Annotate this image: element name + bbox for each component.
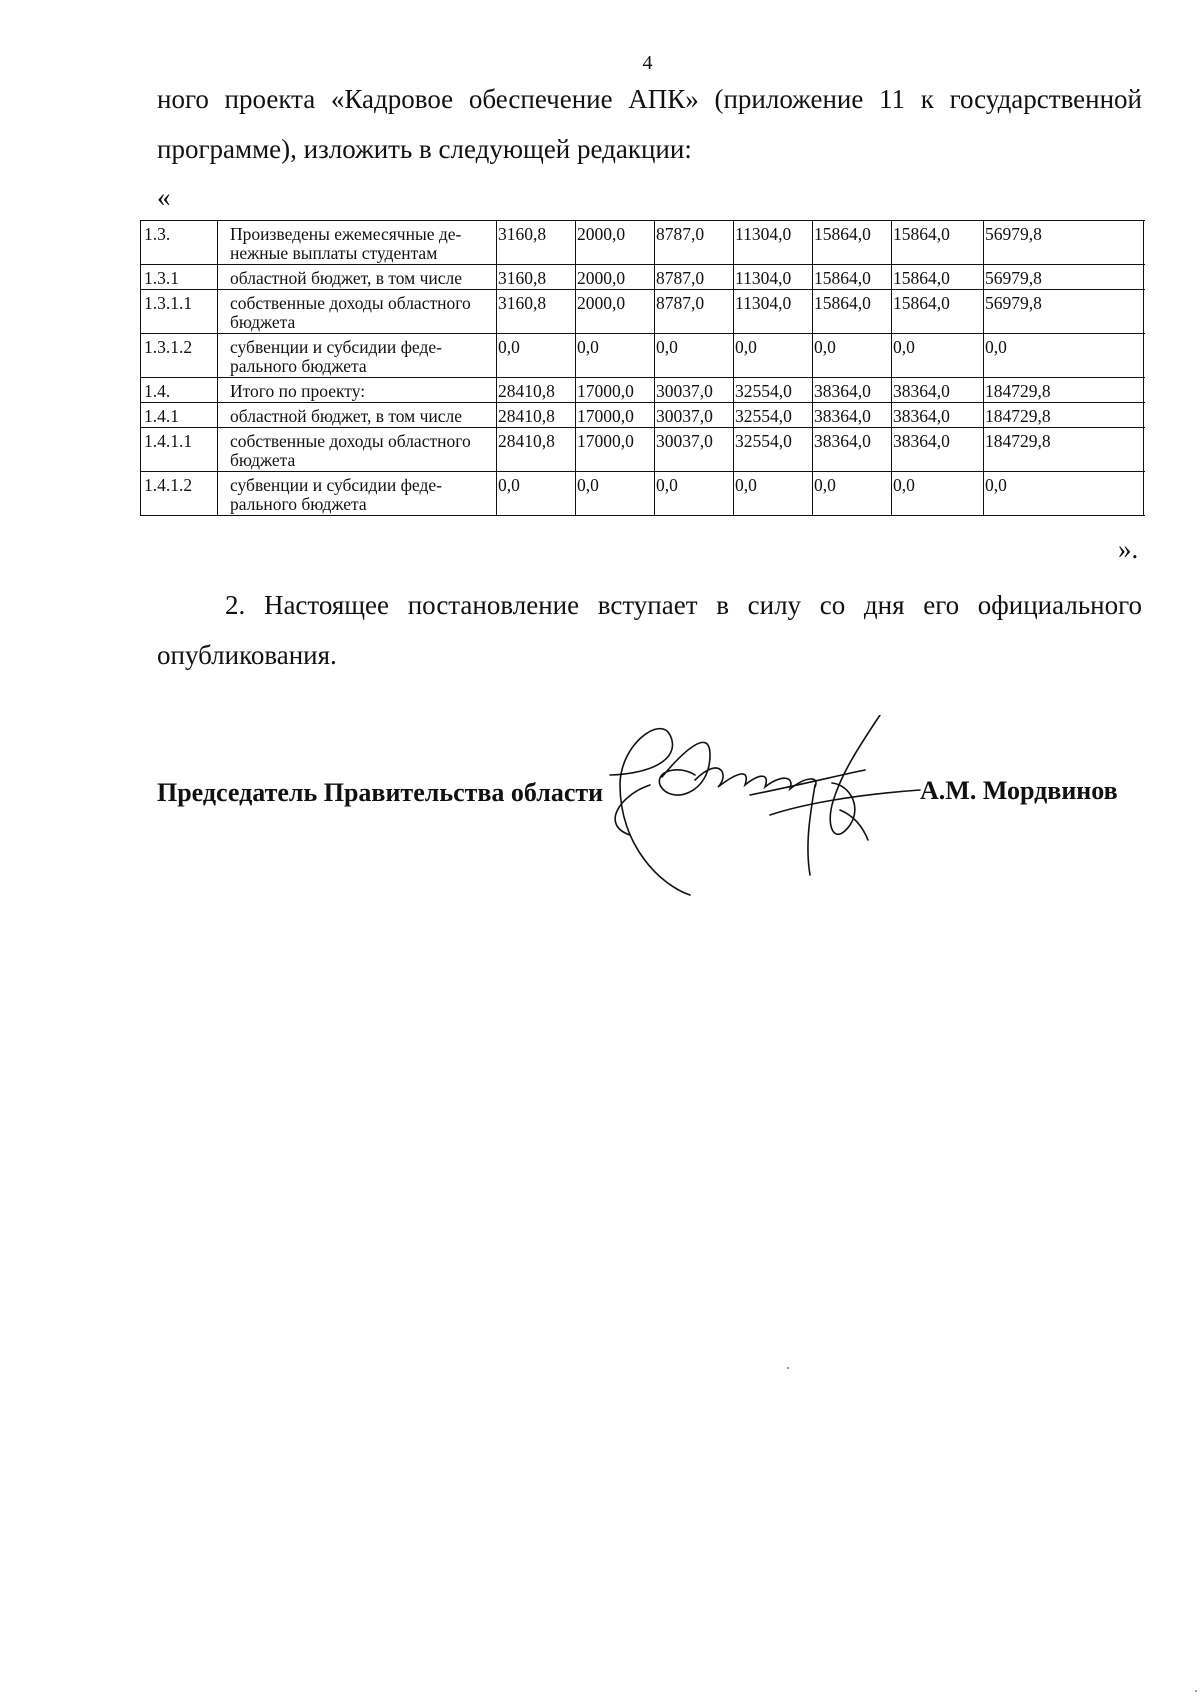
value-cell: 28410,8 <box>497 378 576 403</box>
value-cell: 17000,0 <box>576 403 655 428</box>
table-row <box>141 472 1144 516</box>
row-label-cell: собственные доходы областного бюджета <box>218 290 497 334</box>
value-cell: 15864,0 <box>892 265 984 290</box>
row-label-cell: собственные доходы областного бюджета <box>218 428 497 472</box>
value-cell: 15864,0 <box>813 290 892 334</box>
value-cell: 0,0 <box>813 334 892 378</box>
row-label-cell: Итого по проекту: <box>218 378 497 403</box>
value-cell: 8787,0 <box>655 265 734 290</box>
page-number: 4 <box>642 52 653 74</box>
value-cell: 3160,8 <box>497 221 576 265</box>
value-cell: 184729,8 <box>984 378 1144 403</box>
row-number-cell: 1.4.1.1 <box>141 428 218 472</box>
value-cell: 0,0 <box>734 472 813 516</box>
value-cell: 2000,0 <box>576 290 655 334</box>
row-label-cell: областной бюджет, в том числе <box>218 403 497 428</box>
effective-date-line-1: 2. Настоящее постановление вступает в силу со дня его официального <box>225 590 1142 620</box>
intro-line-1: ного проекта «Кадровое обеспечение АПК» (приложение 11 к государственной <box>157 84 1142 114</box>
value-cell: 0,0 <box>892 334 984 378</box>
value-cell: 3160,8 <box>497 265 576 290</box>
value-cell: 38364,0 <box>892 403 984 428</box>
value-cell: 0,0 <box>892 472 984 516</box>
effective-date-paragraph <box>157 580 1142 680</box>
budget-table-body <box>141 221 1144 516</box>
row-label-cell: областной бюджет, в том числе <box>218 265 497 290</box>
intro-paragraph <box>157 74 1142 174</box>
value-cell: 38364,0 <box>813 403 892 428</box>
value-cell: 28410,8 <box>497 428 576 472</box>
value-cell: 0,0 <box>576 472 655 516</box>
value-cell: 0,0 <box>734 334 813 378</box>
row-number-cell: 1.4.1 <box>141 403 218 428</box>
row-label-cell: Произведены ежемесячные де-нежные выплаты студентам <box>218 221 497 265</box>
value-cell: 8787,0 <box>655 290 734 334</box>
signatory-title: Председатель Правительства области <box>157 778 604 807</box>
closing-quote: ». <box>1118 534 1139 564</box>
value-cell: 15864,0 <box>813 265 892 290</box>
value-cell: 38364,0 <box>892 428 984 472</box>
value-cell: 184729,8 <box>984 428 1144 472</box>
value-cell: 8787,0 <box>655 221 734 265</box>
value-cell: 0,0 <box>984 472 1144 516</box>
scan-speck <box>787 1367 789 1369</box>
scan-speck <box>1195 1690 1197 1692</box>
row-number-cell: 1.3.1.2 <box>141 334 218 378</box>
intro-line-2: программе), изложить в следующей редакции: <box>157 134 692 164</box>
effective-date-line-2: опубликования. <box>157 640 337 670</box>
row-number-cell: 1.3. <box>141 221 218 265</box>
table-row <box>141 265 1144 290</box>
value-cell: 15864,0 <box>813 221 892 265</box>
table-row <box>141 378 1144 403</box>
value-cell: 30037,0 <box>655 378 734 403</box>
row-number-cell: 1.4. <box>141 378 218 403</box>
row-label-cell: субвенции и субсидии феде-рального бюджета <box>218 334 497 378</box>
table-row <box>141 428 1144 472</box>
value-cell: 56979,8 <box>984 221 1144 265</box>
value-cell: 0,0 <box>984 334 1144 378</box>
value-cell: 17000,0 <box>576 428 655 472</box>
value-cell: 2000,0 <box>576 221 655 265</box>
value-cell: 2000,0 <box>576 265 655 290</box>
value-cell: 38364,0 <box>813 378 892 403</box>
value-cell: 15864,0 <box>892 290 984 334</box>
row-label-cell: субвенции и субсидии феде-рального бюджета <box>218 472 497 516</box>
value-cell: 56979,8 <box>984 290 1144 334</box>
value-cell: 11304,0 <box>734 265 813 290</box>
value-cell: 15864,0 <box>892 221 984 265</box>
value-cell: 184729,8 <box>984 403 1144 428</box>
value-cell: 38364,0 <box>892 378 984 403</box>
row-number-cell: 1.3.1 <box>141 265 218 290</box>
value-cell: 32554,0 <box>734 428 813 472</box>
value-cell: 11304,0 <box>734 290 813 334</box>
signatory-name: А.М. Мордвинов <box>920 776 1118 805</box>
value-cell: 30037,0 <box>655 428 734 472</box>
value-cell: 0,0 <box>497 334 576 378</box>
table-row <box>141 403 1144 428</box>
row-number-cell: 1.3.1.1 <box>141 290 218 334</box>
value-cell: 0,0 <box>813 472 892 516</box>
value-cell: 0,0 <box>655 472 734 516</box>
handwritten-signature <box>600 715 960 915</box>
value-cell: 32554,0 <box>734 378 813 403</box>
value-cell: 28410,8 <box>497 403 576 428</box>
value-cell: 56979,8 <box>984 265 1144 290</box>
value-cell: 0,0 <box>655 334 734 378</box>
value-cell: 3160,8 <box>497 290 576 334</box>
opening-quote: « <box>157 182 171 212</box>
row-number-cell: 1.4.1.2 <box>141 472 218 516</box>
value-cell: 30037,0 <box>655 403 734 428</box>
value-cell: 38364,0 <box>813 428 892 472</box>
table-row <box>141 290 1144 334</box>
value-cell: 17000,0 <box>576 378 655 403</box>
value-cell: 0,0 <box>576 334 655 378</box>
table-row <box>141 221 1144 265</box>
budget-table <box>140 220 1144 516</box>
value-cell: 11304,0 <box>734 221 813 265</box>
value-cell: 32554,0 <box>734 403 813 428</box>
table-row <box>141 334 1144 378</box>
value-cell: 0,0 <box>497 472 576 516</box>
